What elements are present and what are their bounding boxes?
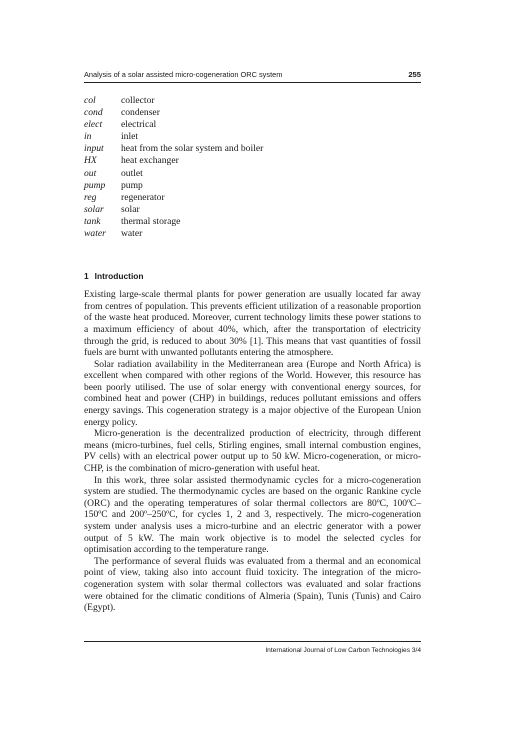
page-content [84, 70, 421, 615]
nomenclature-meaning: outlet [121, 167, 143, 179]
section-number: 1 [84, 271, 89, 282]
journal-name: International Journal of Low Carbon Technologies 3/4 [265, 647, 421, 654]
running-head [84, 70, 421, 83]
nomenclature-symbol: in [84, 131, 92, 143]
body-text [84, 290, 421, 615]
nomenclature-row [84, 95, 421, 107]
nomenclature-row [84, 143, 421, 155]
paragraph: In this work, three solar assisted thermodynamic cycles for a micro-cogeneration system are studied. The thermodynamic cycles are based on the organic Rankine cycle (ORC) and the operating temperatures of solar thermal collectors are 80ºC, 100ºC–150ºC and 200º–250ºC, for cycles 1, 2 and 3, respectively. The micro-cogeneration system under analysis uses a micro-turbine and an electric generator with a power output of 5 kW. The main work objective is to model the selected cycles for optimisation according to the temperature range. [84, 475, 421, 556]
nomenclature-meaning: electrical [121, 119, 157, 131]
nomenclature-symbol: out [84, 167, 97, 179]
running-head-title: Analysis of a solar assisted micro-cogeneration ORC system [84, 70, 283, 79]
nomenclature-symbol: solar [84, 203, 104, 215]
nomenclature-meaning: condenser [121, 107, 160, 119]
nomenclature-symbol: cond [84, 107, 103, 119]
nomenclature-list [84, 95, 421, 240]
nomenclature-symbol: col [84, 95, 96, 106]
nomenclature-row [84, 119, 421, 131]
page-footer [84, 641, 421, 655]
nomenclature-symbol: input [84, 143, 104, 155]
section-heading [84, 271, 421, 281]
nomenclature-symbol: water [84, 228, 106, 240]
nomenclature-row [84, 228, 421, 240]
nomenclature-meaning: thermal storage [121, 215, 181, 227]
nomenclature-meaning: regenerator [121, 191, 165, 203]
nomenclature-meaning: inlet [121, 131, 139, 143]
nomenclature-meaning: solar [121, 203, 140, 215]
paragraph: Existing large-scale thermal plants for power generation are usually located far away from centres of population. This prevents efficient utilization of a reasonable proportion of the waste heat produced. Moreover, current technology limits these power stations to a maximum efficiency of about 40%, which, after the transportation of electricity through the grid, is reduced to about 30% [1]. This means that vast quantities of fossil fuels are burnt with unwanted pollutants entering the atmosphere. [84, 290, 421, 359]
nomenclature-meaning: heat exchanger [121, 155, 179, 167]
page-number: 255 [408, 70, 421, 79]
nomenclature-symbol: pump [84, 179, 106, 191]
nomenclature-row [84, 216, 421, 228]
paragraph: Micro-generation is the decentralized production of electricity, through different means (micro-turbines, fuel cells, Stirling engines, small internal combustion engines, PV cells) with an electrical power output up to 50 kW. Micro-cogeneration, or micro-CHP, is the combination of micro-generation with useful heat. [84, 429, 421, 475]
nomenclature-meaning: pump [121, 179, 143, 191]
nomenclature-symbol: tank [84, 215, 101, 227]
nomenclature-symbol: reg [84, 191, 97, 203]
nomenclature-row [84, 131, 421, 143]
nomenclature-row [84, 204, 421, 216]
nomenclature-symbol: elect [84, 119, 103, 131]
nomenclature-row [84, 155, 421, 167]
paragraph: The performance of several fluids was evaluated from a thermal and an economical point of view, taking also into account fluid toxicity. The integration of the micro-cogeneration system with solar thermal collectors was evaluated and solar fractions were obtained for the climatic conditions of Almeria (Spain), Tunis (Tunis) and Cairo (Egypt). [84, 556, 421, 614]
section-title: Introduction [94, 271, 144, 282]
nomenclature-row [84, 180, 421, 192]
paragraph: Solar radiation availability in the Mediterranean area (Europe and North Africa) is excellent when compared with other regions of the World. However, this resource has been poorly utilised. The use of solar energy with conventional energy sources, for combined heat and power (CHP) in buildings, reduces pollutant emissions and offers energy savings. This cogeneration strategy is a major objective of the European Union energy policy. [84, 359, 421, 428]
nomenclature-symbol: HX [84, 155, 97, 167]
nomenclature-row [84, 168, 421, 180]
nomenclature-meaning: water [121, 228, 143, 240]
nomenclature-meaning: heat from the solar system and boiler [121, 143, 264, 155]
nomenclature-meaning: collector [121, 95, 155, 106]
nomenclature-row [84, 192, 421, 204]
nomenclature-row [84, 107, 421, 119]
